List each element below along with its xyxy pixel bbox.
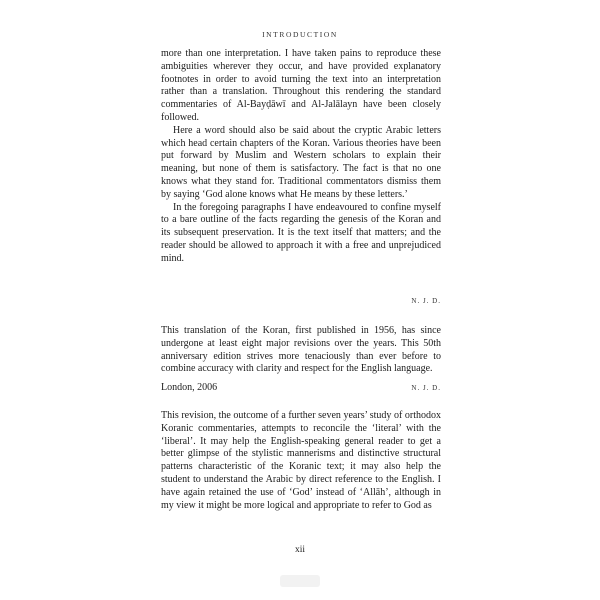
place-date: London, 2006 xyxy=(161,382,218,393)
paragraph-4: This translation of the Koran, first published in 1956, has since undergone at least eight major revisions over the years. This 50th anniversary edition strives more tenaciously than ever before to combine accuracy with clarity and respect for the English language. xyxy=(161,325,441,375)
signature-2: N. J. D. xyxy=(411,384,441,392)
scan-mark xyxy=(280,575,320,587)
paragraph-3: In the foregoing paragraphs I have endeavoured to confine myself to a bare outline of the facts regarding the genesis of the Koran and its subsequent preservation. It is the text itself that matters; and the reader should be allowed to approach it with a free and unprejudiced mind. xyxy=(161,201,441,264)
running-head: INTRODUCTION xyxy=(262,30,338,39)
paragraph-5: This revision, the outcome of a further seven years’ study of orthodox Koranic commentaries, attempts to reconcile the ‘literal’ with the ‘liberal’. It may help the English-speaking general reader to get a better glimpse of the stylistic mannerisms and distinctive structural patterns characteristic of the Koranic text; it may also help the student to understand the Arabic by direct reference to the English. I have again retained the use of ‘God’ instead of ‘Allāh’, although in my view it might be more logical and appropriate to refer to God as xyxy=(161,410,441,511)
section-1 xyxy=(161,48,441,266)
paragraph-2: Here a word should also be said about the cryptic Arabic letters which head certain chapters of the Koran. Various theories have been put forward by Muslim and Western scholars to explain their meaning, but none of them is satisfactory. The fact is that no one knows what they stand for. Traditional commentators dismiss them by saying ‘God alone knows what He means by these letters.’ xyxy=(161,124,441,200)
section-2 xyxy=(161,325,441,376)
paragraph-1: more than one interpretation. I have taken pains to reproduce these ambiguities wherever they occur, and have provided explanatory footnotes in order to avoid turning the text into an interpretation rather than a translation. Throughout this rendering the standard commentaries of Al-Bayḍāwī and Al-Jalālayn have been closely followed. xyxy=(161,48,441,123)
page-number: xii xyxy=(294,545,306,555)
signature-1: N. J. D. xyxy=(411,297,441,305)
section-3 xyxy=(161,410,441,512)
